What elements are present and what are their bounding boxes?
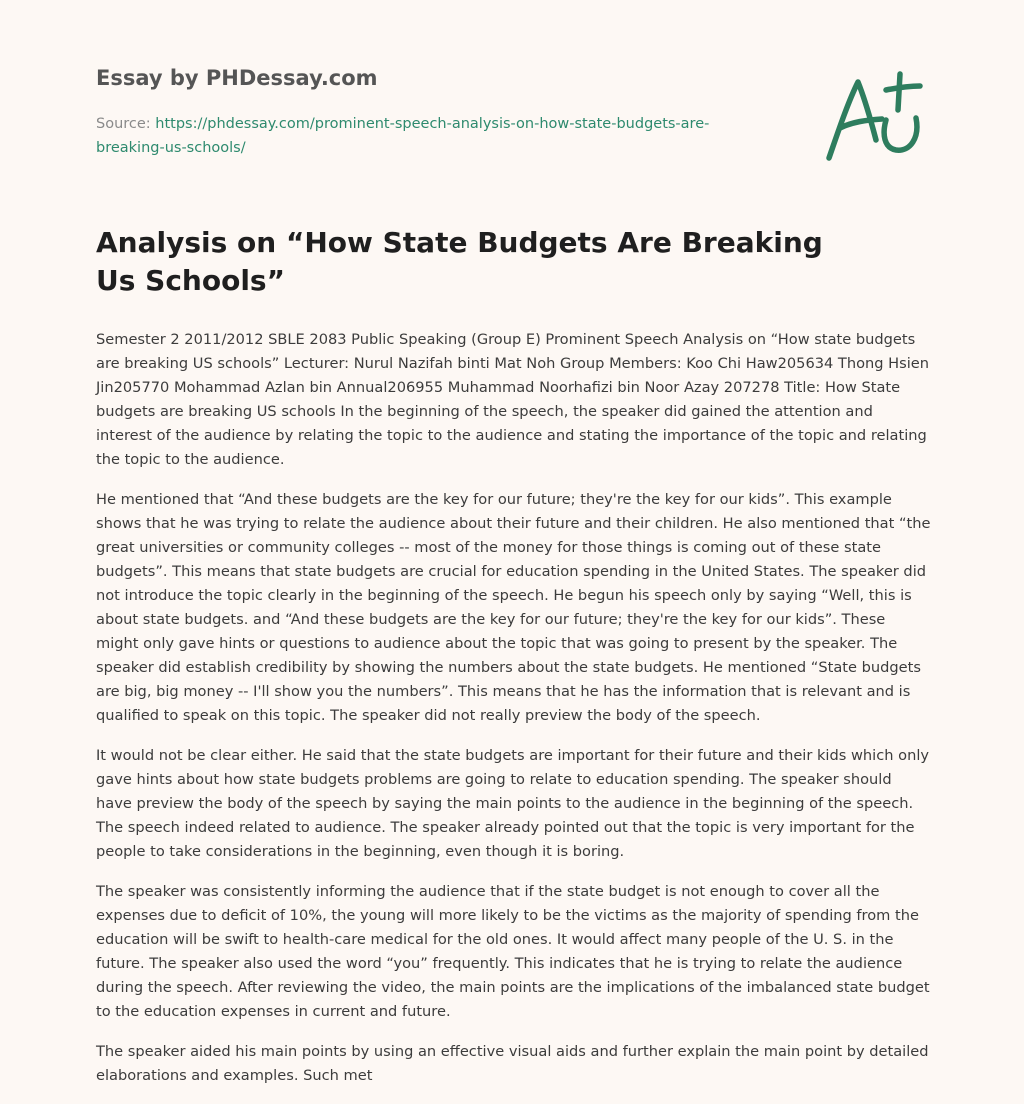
essay-paragraph: Semester 2 2011/2012 SBLE 2083 Public Speaking (Group E) Prominent Speech Analysis on “How state budgets are breaking US schools” Lecturer: Nurul Nazifah binti Mat Noh Group Members: Koo Chi Haw205634 Thong Hsien Jin205770 Mohammad Azlan bin Annual206955 Muhammad Noorhafizi bin Noor Azay 207278 Title: How State budgets are breaking US schools In the beginning of the speech, the speaker did gained the attention and interest of the audience by relating the topic to the audience and stating the importance of the topic and relating the topic to the audience. bbox=[96, 331, 930, 468]
source-line bbox=[96, 112, 776, 160]
source-label: Source: bbox=[96, 116, 156, 132]
a-plus-logo bbox=[816, 62, 936, 172]
essay-title: Analysis on “How State Budgets Are Breaking Us Schools” bbox=[96, 226, 823, 297]
essay-paragraph: The speaker was consistently informing the audience that if the state budget is not enough to cover all the expenses due to deficit of 10%, the young will more likely to be the victims as the majority of spending from the education will be swift to health-care medical for the old ones. It would affect many people of the U. S. in the future. The speaker also used the word “you” frequently. This indicates that he is trying to relate the audience during the speech. After reviewing the video, the main points are the implications of the imbalanced state budget to the education expenses in current and future. bbox=[96, 883, 930, 1020]
essay-paragraph: The speaker aided his main points by using an effective visual aids and further explain the main point by detailed elaborations and examples. Such met bbox=[96, 1043, 929, 1084]
essay-paragraph: It would not be clear either. He said that the state budgets are important for their future and their kids which only gave hints about how state budgets problems are going to relate to education spending. The speaker should have preview the body of the speech by saying the main points to the audience in the beginning of the speech. The speech indeed related to audience. The speaker already pointed out that the topic is very important for the people to take considerations in the beginning, even though it is boring. bbox=[96, 747, 930, 860]
a-plus-logo-icon bbox=[816, 62, 936, 172]
site-title: Essay by PHDessay.com bbox=[96, 66, 378, 90]
header bbox=[96, 64, 776, 160]
source-link[interactable]: https://phdessay.com/prominent-speech-analysis-on-how-state-budgets-are-breaking-us-schools/ bbox=[96, 116, 710, 156]
essay-article bbox=[96, 224, 932, 1104]
essay-paragraph: He mentioned that “And these budgets are the key for our future; they're the key for our kids”. This example shows that he was trying to relate the audience about their future and their children. He also mentioned that “the great universities or community colleges -- most of the money for those things is coming out of these state budgets”. This means that state budgets are crucial for education spending in the United States. The speaker did not introduce the topic clearly in the beginning of the speech. He begun his speech only by saying “Well, this is about state budgets. and “And these budgets are the key for our future; they're the key for our kids”. These might only gave hints or questions to audience about the topic that was going to present by the speaker. The speaker did establish credibility by showing the numbers about the state budgets. He mentioned “State budgets are big, big money -- I'll show you the numbers”. This means that he has the information that is relevant and is qualified to speak on this topic. The speaker did not really preview the body of the speech. bbox=[96, 491, 931, 724]
